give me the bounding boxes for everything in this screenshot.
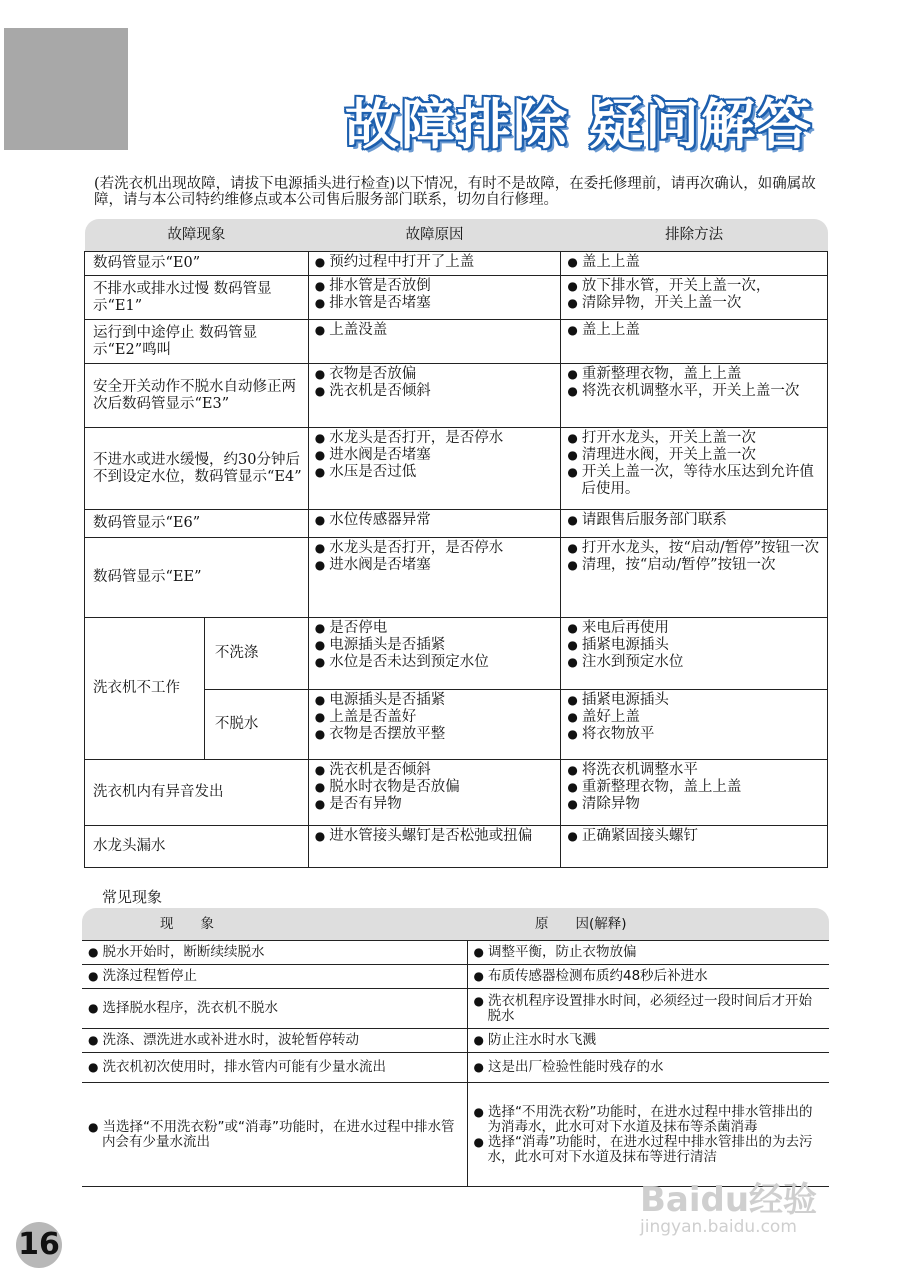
phenomenon-cell <box>82 989 467 1029</box>
header-cause: 故障原因 <box>308 219 561 252</box>
page-number: 16 <box>16 1222 62 1268</box>
corner-block <box>4 28 128 150</box>
solution-item: ● 盖上上盖 <box>567 322 821 339</box>
table-row <box>82 941 829 965</box>
solution-item: ● 开关上盖一次，等待水压达到允许值后使用。 <box>567 464 821 498</box>
cause-item: ● 上盖没盖 <box>315 322 555 339</box>
solution-cell <box>561 276 828 320</box>
cause-cell <box>308 760 561 826</box>
symptom-cell-not-working: 洗衣机不工作 <box>85 618 205 760</box>
phenomenon-item: ● 洗衣机初次使用时，排水管内可能有少量水流出 <box>88 1060 461 1075</box>
solution-item: ● 清除异物 <box>567 796 821 813</box>
cause-cell <box>308 320 561 364</box>
symptom-cell: 不进水或进水缓慢，约30分钟后不到设定水位，数码管显示“E4” <box>85 428 309 510</box>
cause-item: ● 水龙头是否打开，是否停水 <box>315 430 555 447</box>
table-row <box>85 252 828 276</box>
solution-cell <box>561 618 828 690</box>
cause-cell <box>308 690 561 760</box>
reason-item: ● 选择“不用洗衣粉”功能时，在进水过程中排水管排出的为消毒水，此水可对下水道及抹布等杀菌消毒 <box>474 1105 824 1135</box>
header-solution: 排除方法 <box>561 219 828 252</box>
solution-cell <box>561 826 828 868</box>
symptom-cell: 数码管显示“E0” <box>85 252 309 276</box>
solution-item: ● 将洗衣机调整水平，开关上盖一次 <box>567 383 821 400</box>
table-row <box>82 965 829 989</box>
phenomenon-item: ● 当选择“不用洗衣粉”或“消毒”功能时，在进水过程中排水管内会有少量水流出 <box>88 1120 461 1150</box>
cause-item: ● 上盖是否盖好 <box>315 709 555 726</box>
phenomenon-cell <box>82 1083 467 1187</box>
cause-cell <box>308 538 561 618</box>
solution-item: ● 放下排水管，开关上盖一次， <box>567 278 821 295</box>
phenomenon-item: ● 选择脱水程序，洗衣机不脱水 <box>88 1001 461 1016</box>
table-row <box>82 1029 829 1053</box>
header-symptom: 故障现象 <box>85 219 309 252</box>
solution-item: ● 将衣物放平 <box>567 726 821 743</box>
cause-cell <box>308 618 561 690</box>
cause-item: ● 排水管是否堵塞 <box>315 295 555 312</box>
solution-item: ● 重新整理衣物，盖上上盖 <box>567 366 821 383</box>
cause-item: ● 水压是否过低 <box>315 464 555 481</box>
header-phenomenon: 现 象 <box>82 908 467 941</box>
solution-item: ● 清除异物，开关上盖一次 <box>567 295 821 312</box>
solution-cell <box>561 690 828 760</box>
common-phenomena-table <box>82 908 829 1187</box>
sub-symptom-no-wash: 不洗涤 <box>204 618 308 690</box>
cause-item: ● 排水管是否放倒 <box>315 278 555 295</box>
intro-text: (若洗衣机出现故障，请拔下电源插头进行检查)以下情况，有时不是故障，在委托修理前，请再次确认，如确属故障，请与本公司特约维修点或本公司售后服务部门联系，切勿自行修理。 <box>94 176 816 208</box>
table-row <box>82 1083 829 1187</box>
solution-item: ● 注水到预定水位 <box>567 654 821 671</box>
solution-item: ● 盖好上盖 <box>567 709 821 726</box>
cause-item: ● 洗衣机是否倾斜 <box>315 762 555 779</box>
table-row <box>85 320 828 364</box>
cause-item: ● 进水阀是否堵塞 <box>315 447 555 464</box>
solution-item: ● 重新整理衣物，盖上上盖 <box>567 779 821 796</box>
cause-cell <box>308 826 561 868</box>
solution-item: ● 来电后再使用 <box>567 620 821 637</box>
page-title <box>345 82 813 159</box>
table-row <box>85 510 828 538</box>
solution-cell <box>561 252 828 276</box>
symptom-cell: 水龙头漏水 <box>85 826 309 868</box>
reason-item: ● 这是出厂检验性能时残存的水 <box>474 1060 824 1075</box>
common-table-header <box>82 908 829 941</box>
reason-cell <box>467 989 829 1029</box>
title-troubleshooting: 故障排除 <box>345 93 569 156</box>
solution-item: ● 清理，按“启动/暂停”按钮一次 <box>567 557 821 574</box>
solution-cell <box>561 760 828 826</box>
cause-item: ● 电源插头是否插紧 <box>315 692 555 709</box>
table-row <box>82 1053 829 1083</box>
cause-item: ● 是否有异物 <box>315 796 555 813</box>
table-row <box>85 428 828 510</box>
cause-item: ● 洗衣机是否倾斜 <box>315 383 555 400</box>
solution-item: ● 请跟售后服务部门联系 <box>567 512 821 529</box>
cause-item: ● 水位是否未达到预定水位 <box>315 654 555 671</box>
solution-cell <box>561 428 828 510</box>
reason-item: ● 洗衣机程序设置排水时间，必须经过一段时间后才开始脱水 <box>474 994 824 1024</box>
reason-item: ● 调整平衡，防止衣物放偏 <box>474 945 824 960</box>
reason-cell <box>467 1053 829 1083</box>
watermark <box>640 1172 817 1237</box>
table-row <box>85 538 828 618</box>
reason-item: ● 选择“消毒”功能时，在进水过程中排水管排出的为去污水，此水可对下水道及抹布等进行清洁 <box>474 1135 824 1165</box>
symptom-cell: 数码管显示“E6” <box>85 510 309 538</box>
solution-item: ● 插紧电源插头 <box>567 692 821 709</box>
solution-cell <box>561 538 828 618</box>
table-row <box>85 826 828 868</box>
watermark-url: jingyan.baidu.com <box>640 1217 797 1237</box>
solution-cell <box>561 320 828 364</box>
solution-item: ● 打开水龙头，开关上盖一次 <box>567 430 821 447</box>
table-row <box>82 989 829 1029</box>
section-common-phenomena: 常见现象 <box>102 888 163 906</box>
solution-cell <box>561 510 828 538</box>
cause-item: ● 水位传感器异常 <box>315 512 555 529</box>
sub-symptom-no-spin: 不脱水 <box>204 690 308 760</box>
cause-item: ● 是否停电 <box>315 620 555 637</box>
cause-item: ● 水龙头是否打开，是否停水 <box>315 540 555 557</box>
header-reason: 原 因(解释) <box>467 908 829 941</box>
cause-item: ● 脱水时衣物是否放偏 <box>315 779 555 796</box>
solution-cell <box>561 364 828 428</box>
table-row <box>85 760 828 826</box>
reason-cell <box>467 1083 829 1187</box>
reason-item: ● 布质传感器检测布质约48秒后补进水 <box>474 969 824 984</box>
symptom-cell: 不排水或排水过慢 数码管显示“E1” <box>85 276 309 320</box>
fault-table <box>84 219 828 868</box>
cause-cell <box>308 428 561 510</box>
table-row <box>85 364 828 428</box>
table-row <box>85 276 828 320</box>
reason-cell <box>467 965 829 989</box>
symptom-cell: 洗衣机内有异音发出 <box>85 760 309 826</box>
solution-item: ● 盖上上盖 <box>567 254 821 271</box>
phenomenon-item: ● 脱水开始时，断断续续脱水 <box>88 945 461 960</box>
phenomenon-item: ● 洗涤、漂洗进水或补进水时，波轮暂停转动 <box>88 1033 461 1048</box>
cause-item: ● 电源插头是否插紧 <box>315 637 555 654</box>
table-row <box>85 618 828 690</box>
fault-table-header <box>85 219 828 252</box>
cause-cell <box>308 276 561 320</box>
title-faq: 疑问解答 <box>589 93 813 156</box>
symptom-cell: 运行到中途停止 数码管显示“E2”鸣叫 <box>85 320 309 364</box>
cause-item: ● 进水管接头螺钉是否松弛或扭偏 <box>315 828 555 845</box>
phenomenon-cell <box>82 1029 467 1053</box>
solution-item: ● 插紧电源插头 <box>567 637 821 654</box>
reason-cell <box>467 1029 829 1053</box>
phenomenon-cell <box>82 965 467 989</box>
solution-item: ● 正确紧固接头螺钉 <box>567 828 821 845</box>
cause-cell <box>308 364 561 428</box>
phenomenon-cell <box>82 1053 467 1083</box>
reason-item: ● 防止注水时水飞溅 <box>474 1033 824 1048</box>
solution-item: ● 将洗衣机调整水平 <box>567 762 821 779</box>
symptom-cell: 安全开关动作不脱水自动修正两次后数码管显示“E3” <box>85 364 309 428</box>
solution-item: ● 打开水龙头，按“启动/暂停”按钮一次 <box>567 540 821 557</box>
reason-cell <box>467 941 829 965</box>
phenomenon-item: ● 洗涤过程暂停止 <box>88 969 461 984</box>
cause-item: ● 衣物是否放偏 <box>315 366 555 383</box>
cause-item: ● 预约过程中打开了上盖 <box>315 254 555 271</box>
cause-cell <box>308 252 561 276</box>
watermark-logo: Baidu经验 <box>640 1180 818 1220</box>
cause-item: ● 衣物是否摆放平整 <box>315 726 555 743</box>
symptom-cell: 数码管显示“EE” <box>85 538 309 618</box>
phenomenon-cell <box>82 941 467 965</box>
solution-item: ● 清理进水阀，开关上盖一次 <box>567 447 821 464</box>
cause-cell <box>308 510 561 538</box>
cause-item: ● 进水阀是否堵塞 <box>315 557 555 574</box>
